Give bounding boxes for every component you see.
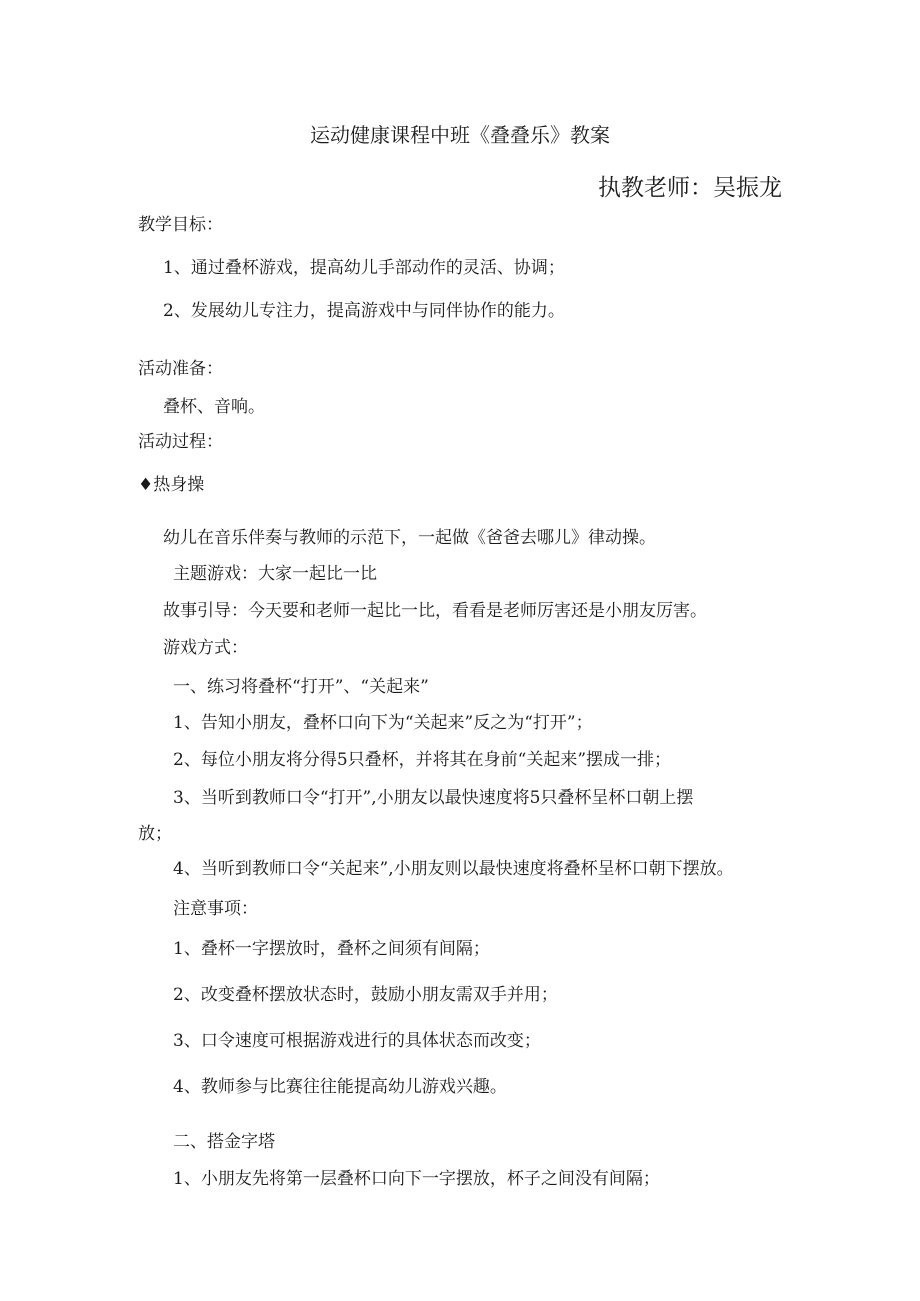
note-item: 2、改变叠杯摆放状态时，鼓励小朋友需双手并用； [173,985,558,1005]
warmup-heading: ♦热身操 [138,475,205,495]
teacher-name: 执教老师：吴振龙 [598,175,782,201]
notes-heading: 注意事项： [173,899,258,919]
part1-step-continued: 放； [138,824,172,844]
part1-step: 4、当听到教师口令“关起来”,小朋友则以最快速度将叠杯呈杯口朝下摆放。 [173,859,734,879]
warmup-text: 幼儿在音乐伴奏与教师的示范下，一起做《爸爸去哪儿》律动操。 [163,528,656,548]
game-method: 游戏方式： [163,638,248,658]
document-title: 运动健康课程中班《叠叠乐》教案 [310,123,610,147]
part1-heading: 一、练习将叠杯“打开”、“关起来” [173,677,429,697]
main-game: 主题游戏：大家一起比一比 [173,564,377,584]
story-intro: 故事引导：今天要和老师一起比一比，看看是老师厉害还是小朋友厉害。 [163,601,707,621]
part2-heading: 二、搭金字塔 [173,1132,275,1152]
part1-step: 2、每位小朋友将分得5只叠杯，并将其在身前“关起来”摆成一排； [173,750,672,770]
note-item: 1、叠杯一字摆放时，叠杯之间须有间隔； [173,939,490,959]
part2-step: 1、小朋友先将第一层叠杯口向下一字摆放，杯子之间没有间隔； [173,1169,660,1189]
part1-step: 3、当听到教师口令“打开”,小朋友以最快速度将5只叠杯呈杯口朝上摆 [173,788,694,808]
part1-step: 1、告知小朋友，叠杯口向下为“关起来”反之为“打开”； [173,713,593,733]
note-item: 4、教师参与比赛往往能提高幼儿游戏兴趣。 [173,1077,507,1097]
objectives-heading: 教学目标： [138,215,223,235]
prep-heading: 活动准备： [138,359,223,379]
prep-text: 叠杯、音响。 [163,397,265,417]
note-item: 3、口令速度可根据游戏进行的具体状态而改变； [173,1031,541,1051]
objective-item: 1、通过叠杯游戏，提高幼儿手部动作的灵活、协调； [163,258,565,278]
process-heading: 活动过程： [138,432,223,452]
objective-item: 2、发展幼儿专注力，提高游戏中与同伴协作的能力。 [163,301,565,321]
